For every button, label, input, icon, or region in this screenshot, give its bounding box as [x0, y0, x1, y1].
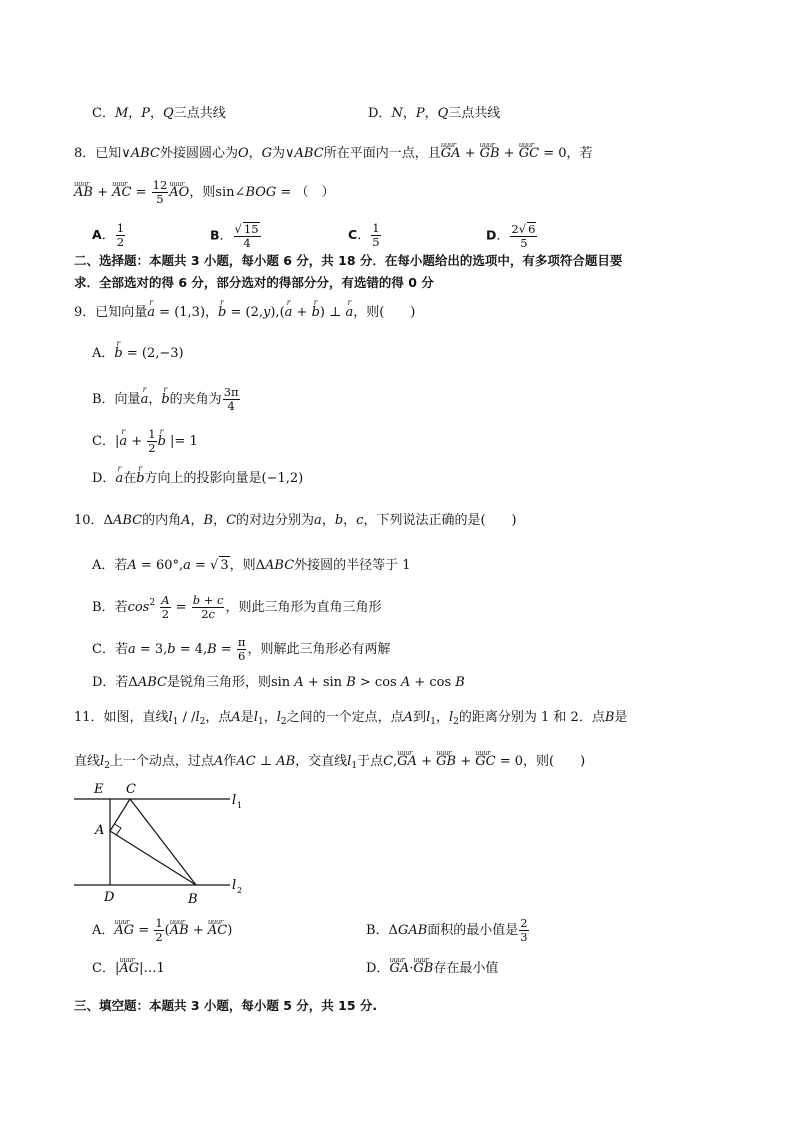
q11-option-a: A．uuur AG = $\frac{1}{2}$ (uuur AB + uuur AC)	[92, 917, 232, 944]
q11-stem-line1: 11．如图，直线$l_1 / /l_2$，点A是$l_1$，$l_2$之间的一个定点，点A到$l_1$，$l_2$的距离分别为 1 和 2．点B是	[74, 710, 628, 727]
label-C: C	[126, 782, 136, 797]
q8-option-b: B． $\frac{√ 15}{4}$	[210, 222, 259, 250]
section2-line1: 二、选择题：本题共 3 小题，每小题 6 分，共 18 分．在每小题给出的选项中，有多项符合题目要	[74, 253, 623, 268]
q7-option-d: D．N，P，Q三点共线	[368, 106, 501, 121]
label-l2: l	[232, 878, 237, 893]
q10-option-b: B．若$\cos^2$ $\frac{A}{2}$ = $\frac{b + c}{2c}$ ，则此三角形为直角三角形	[92, 593, 382, 621]
label-l1: l	[232, 793, 237, 808]
right-angle-mark	[115, 824, 122, 835]
segment-AC	[110, 799, 130, 831]
q9-option-c: C．|r a + $\frac{1}{2}$ r b |= 1	[92, 428, 198, 455]
label-A: A	[95, 823, 105, 838]
q8-stem-line2: uuur AB + uuur AC = $\frac{12}{5}$ uuur AO，则sin∠BOG = （ ）	[74, 179, 334, 206]
q11-option-b: B．ΔGAB面积的最小值是 $\frac{2}{3}$	[366, 916, 528, 944]
section3-line1: 三、填空题：本题共 3 小题，每小题 5 分，共 15 分.	[74, 998, 378, 1013]
q9-option-d: D．r a在r b方向上的投影向量是(−1,2)	[92, 470, 303, 488]
segment-AB	[110, 831, 196, 885]
q10-option-d: D．若ΔABC是锐角三角形，则sin A + sin B > cos A + cos B	[92, 675, 465, 690]
q11-stem-line2: 直线$l_2$上一个动点，过点A作AC ⊥ AB，交直线$l_1$于点C,uuur GA + uuur GB + uuur GC = 0，则( )	[74, 753, 585, 775]
q9-stem: 9．已知向量r a = (1,3)，r b = (2,y),(r a + r b) ⊥ r a，则( )	[74, 304, 415, 322]
q11-option-c: C．|uuur AG|…1	[92, 960, 165, 978]
section2-line2: 求．全部选对的得 6 分，部分选对的得部分分，有选错的得 0 分	[74, 275, 434, 290]
label-l2-sub: 2	[237, 886, 243, 895]
q8-option-d: D． $\frac{2√ 6}{5}$	[486, 222, 536, 250]
label-D: D	[104, 890, 115, 905]
q10-stem: 10．ΔABC的内角A，B，C的对边分别为a，b，c，下列说法正确的是( )	[74, 513, 517, 528]
q11-option-d: D．uuur GA·uuur GB存在最小值	[366, 960, 498, 978]
q11-figure	[70, 778, 250, 906]
q10-option-a: A．若A = 60°,a = √ 3，则ΔABC外接圆的半径等于 1	[92, 558, 411, 573]
segment-CB	[130, 799, 196, 885]
label-E: E	[94, 782, 104, 797]
q9-option-a: A．r b = (2,−3)	[92, 345, 184, 363]
q8-stem-line1: 8．已知∨ABC外接圆圆心为O，G为∨ABC所在平面内一点，且uuur GA + uuur GB + uuur GC = 0，若	[74, 145, 593, 163]
q7-option-c: C．M，P，Q三点共线	[92, 106, 226, 121]
q8-option-a: A． $\frac{1}{2}$	[92, 221, 125, 249]
q10-option-c: C．若a = 3,b = 4,B = $\frac{\pi}{6}$ ，则解此三角形必有两解	[92, 635, 391, 663]
label-B: B	[188, 892, 198, 906]
q8-option-c: C． $\frac{1}{5}$	[348, 221, 380, 249]
label-l1-sub: 1	[237, 801, 243, 810]
q9-option-b: B．向量r a，r b的夹角为 $\frac{3\pi}{4}$	[92, 386, 241, 413]
